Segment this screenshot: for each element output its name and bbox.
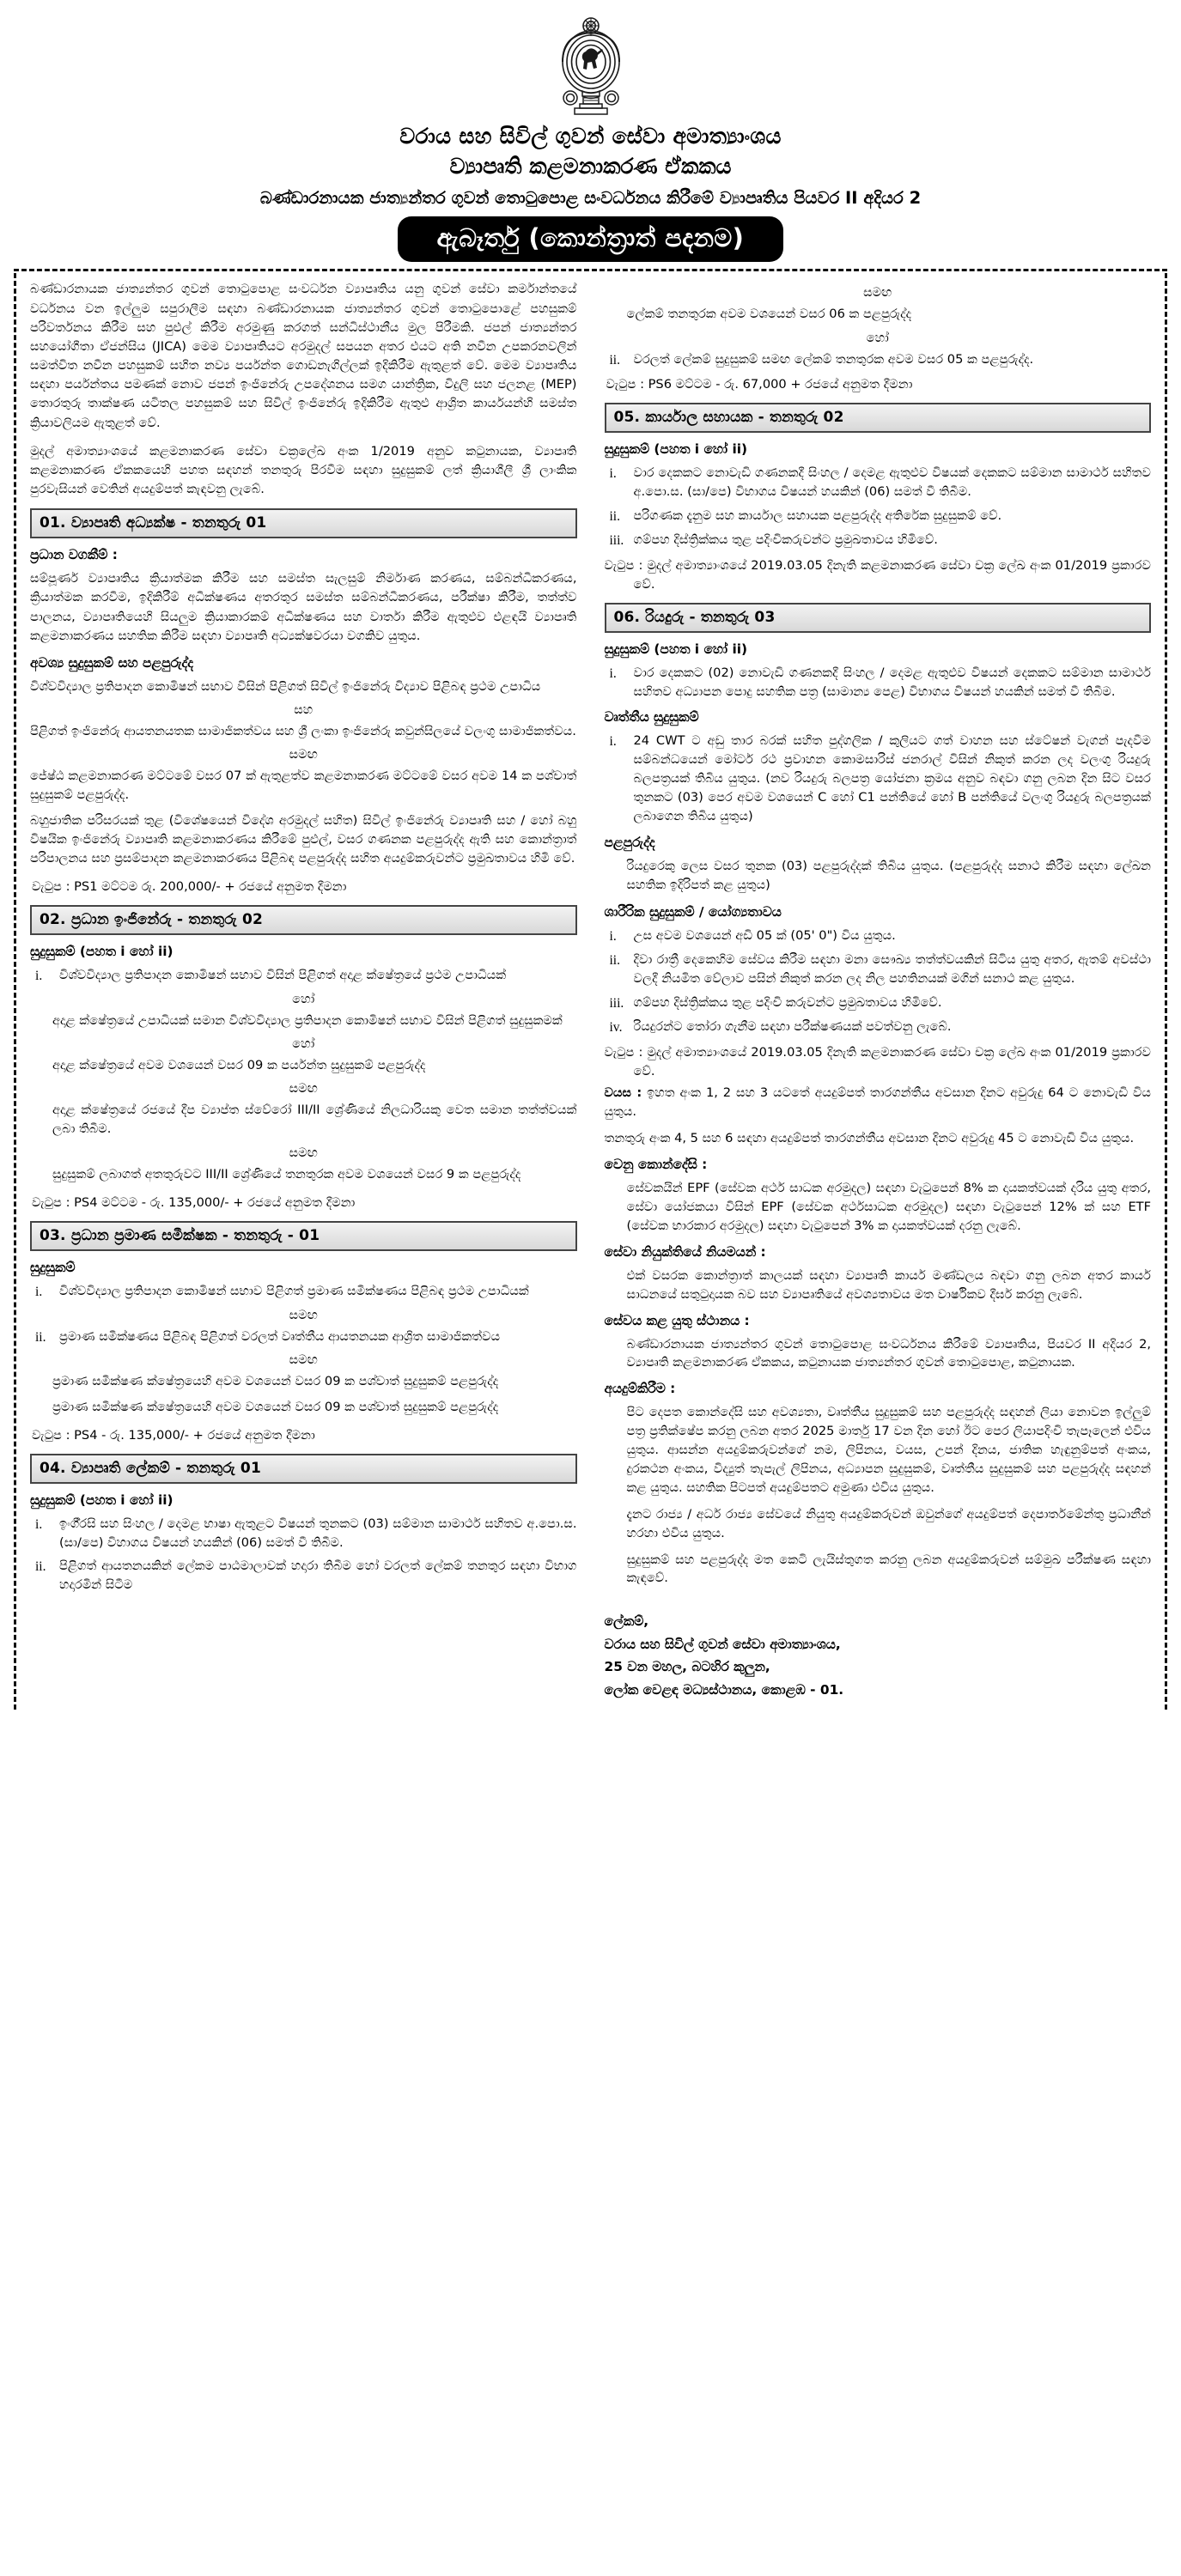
list-item: ප්‍රමාණ සමීක්ෂණය පිළිබඳ පිළිගත් වරලත් වෘත්තීය ආයතනයක ආශ්‍රිත සාමාජිකත්වය (59, 1328, 501, 1344)
intro-paragraph-1: බණ්ඩාරනායක ජාත්‍යන්තර ගුවන් තොටුපොළ සංවර්ධන ව්‍යාපෘතිය යනු ගුවන් සේවා කර්මාන්තයේ වර්ධනය වන ඉල්ලුම සපුරාලීම සඳහා බණ්ඩාරනායක ජාත්‍යන්තර ගුවන් තොටුපොළේ පහසුකම් පරිවර්තනය කිරීම සහ පුළුල් කිරීම අරමුණු කරගත් සන්ධිස්ථානීය මුල පිරීමකි. ජපන් ජාත්‍යන්තර සහයෝගීතා ඒජන්සිය (JICA) මෙම ව්‍යාපෘතියට අරමුදල් සපයන අතර එයට අති නවීන උපකරනවලින් සමත්විත නවීන පහසුකම් සහිත නව්‍ය පර්යන්ත ගොඩනැගිල්ලක් ඉදිකිරීම ඇතුළත් වේ. මෙම ව්‍යාපෘතිය සඳහා පර්යන්තය පමණක් නොව ජපන් ඉංජිනේරු උපදේශනය සමග යාන්ත්‍රික, විදුලි සහ ජලනළ (MEP) තොරතුරු තාක්ෂණ යටිතල පහසුකම් සහ සිවිල් ඉංජිනේරු ඉදිකිරීම ඇතුළු ආශ්‍රිත කාර්යයන්හි සමස්ත ක්‍රියාවලියම ඇතුළත් වේ. (30, 282, 577, 430)
list-item: වාර දෙකකට නොවැඩි ගණනකදී සිංහල / දෙමළ ඇතුළුව විෂයක් දෙකකට සම්මාන සාමාර්ථ සහිතව අ.පො.ස. (සා/පෙ) විභාගය විෂයන් හයකින් (06) සමත් වී තිබීම. (633, 465, 1151, 500)
connector-with-02: සමඟ (289, 1081, 318, 1097)
section-heading-02: 02. ප්‍රධාන ඉංජිනේරු - තනතුරු 02 (30, 905, 577, 935)
qualification-02-final: සුදුසුකම් ලබාගත් අතතුරුවට III/II ශ්‍රේණියේ තනතුරක අවම වශයෙන් වසර 9 ක පළපුරුද්ද (52, 1166, 521, 1182)
professional-label-06: වෘත්තීය සුදුසුකම් (604, 709, 699, 726)
qualification-list-04 (30, 1515, 577, 1595)
experience-label-06: පළපුරුද්ද (604, 834, 655, 850)
connector-or-02-b: හෝ (292, 1036, 315, 1052)
physical-list-06 (605, 927, 1152, 1036)
signatory-address-2: ලෝක වෙළඳ මධ්‍යස්ථානය, කොළඹ - 01. (604, 1681, 844, 1698)
content-frame (14, 269, 1167, 1710)
epf-text: සේවකයින් EPF (සේවක අර්ථ සාධක අරමුදල) සඳහා වැටුපෙන් 8% ක දායකත්වයක් දරිය යුතු අතර, සේවා යෝජකයා විසින් EPF (සේවක අර්ථසාධක අරමුදල) සඳහා වැටුපෙන් 12% ක් සහ ETF (සේවක භාරකාර අරමුදල) සඳහා වැටුපෙන් 3% ක දායකත්වයක් දරනු ලැබේ. (626, 1181, 1151, 1233)
list-item: පරිගණක දැනුම සහ කාර්යාල සහායක පළපුරුද්ද අතිරේක සුදුසුකම් වේ. (633, 508, 1002, 524)
section-heading-04: 04. ව්‍යාපෘති ලේකම් - තනතුරු 01 (30, 1454, 577, 1484)
qualifications-label-03: සුදුසුකම් (30, 1259, 76, 1275)
qualification-03-exp-a: ප්‍රමාණ සමීක්ෂණ ක්ෂේත්‍රයෙහි අවම වශයෙන් වසර 09 ක පශ්චාත් සුදුසුකම් පළපුරුද්ද (52, 1374, 499, 1389)
qualification-02-extra: අදාළ ක්ෂේත්‍රයේ අවම වශයෙන් වසර 09 ක පර්යන්ත සුදුසුකම් පළපුරුද්ද (52, 1058, 426, 1073)
signatory-title: ලේකම්, (604, 1613, 649, 1630)
employment-terms-text: එක් වසරක කොන්ත්‍රාත් කාලයක් සඳහා ව්‍යාපෘති කාර්ය මණ්ඩලය බඳවා ගනු ලබන අතර කාර්ය සාධනයේ සතුටුදායක බව සහ ව්‍යාපෘතියේ අවශ්‍යතාවය මත වාර්ෂිකව දීර්ඝ කරනු ලැබේ. (626, 1267, 1151, 1302)
emblem-container (14, 15, 1167, 120)
how-to-apply-text-1: පිට දෙපත කොන්දේසි සහ අවශ්‍යතා, වෘත්තීය සුදුසුකම් සහ පළපුරුද්ද සඳහන් ලියා නොවන ඉල්ලුම් පත්‍ර ප්‍රතික්ෂේප කරනු ලබන අතර 2025 මාර්තු 17 වන දින හෝ ඊට පෙර ලියාපදිංචි තැපෑලෙන් එවිය යුතුය. ආසන්න අයදුම්කරුවන්ගේ නම, ලිපිනය, වයස, උපන් දිනය, ජාතික හැඳුනුම්පත් අංකය, දුරකථන අංකය, විද්‍යුත් තැපැල් ලිපිනය, අධ්‍යාපන සුදුසුකම්, වෘත්තීය සුදුසුකම් සහ පළපුරුද්ද සඳහන් කළ යුතුය. සහතික පිටපත් අයදුම්පතට අමුණා එවිය යුතුය. (626, 1405, 1151, 1495)
list-item: රියදුරන්ට තෝරා ගැනීම සඳහා පරීක්ෂණයක් පවත්වනු ලැබේ. (633, 1018, 952, 1034)
age-label: වයස : (604, 1085, 642, 1101)
age-requirement-2: තනතුරු අංක 4, 5 සහ 6 සඳහා අයදුම්පත් තාරගන්තීය අවසාන දිනට අවුරුදු 45 ට නොවැඩි විය යුතුය. (604, 1131, 1135, 1146)
workplace-text: බණ්ඩාරනායක ජාත්‍යන්තර ගුවන් තොටුපොළ සංවර්ධනය කිරීමේ ව්‍යාපෘතිය, පියවර II අදියර 2, ව්‍යාපෘති කළමනාකරණ ඒකකය, කටුනායක ජාත්‍යන්තර ගුවන් තොටුපොළ, කටුනායක. (626, 1336, 1151, 1370)
physical-label-06: ශාරීරික සුදුසුකම් / යෝග්‍යතාවය (604, 904, 782, 920)
qualification-list-02 (30, 966, 577, 985)
salary-03: වැටුප : PS4 - රු. 135,000/- + රජයේ අනුමත දීමනා (32, 1427, 315, 1443)
connector-with-03-a: සමඟ (289, 1307, 318, 1322)
signatory-address-1: 25 වන මහල, බටහිර කුලුන, (604, 1659, 770, 1675)
qualification-03-exp-b: ප්‍රමාණ සමීක්ෂණ ක්ෂේත්‍රයෙහි අවම වශයෙන් වසර 09 ක පශ්චාත් සුදුසුකම් පළපුරුද්ද (52, 1399, 499, 1414)
list-item: ගම්පහ දිස්ත්‍රික්කය තුළ පදිංචි කරුවන්ට ප්‍රමුඛතාවය හිමිවේ. (633, 994, 942, 1010)
connector-and-01: සහ (294, 702, 314, 718)
responsibilities-text-01: සම්පූර්ණ ව්‍යාපෘතිය ක්‍රියාත්මක කිරීම සහ සමස්ත සැලසුම් නිර්මාණ කරණය, සම්බන්ධීකරණය, ක්‍රියාත්මක කරවීම, ඉදිකිරීම් අධීක්ෂණය අතරතුර සමස්ත සම්බන්ධීකරණය, පරීක්ෂා කිරීම, තත්ත්ව පාලනය, ව්‍යාපෘතියෙහි සියලුම ක්‍රියාකාරකම් අධීක්ෂණය සහ වාර්තා කිරීම ඇතුළුව එළඳයි ව්‍යාපෘති කළමනාකරණය සහතික කිරීම සඳහා ව්‍යාපෘති අධ්‍යක්ෂවරයා වගකිව යුතුය. (30, 571, 577, 643)
how-to-apply-text-3: සුදුසුකම් සහ පළපුරුද්ද මත කෙටි ලැයිස්තුගත කරනු ලබන අයදුම්කරුවන් සම්මුඛ පරීක්ෂණ සඳහා කැඳවේ. (626, 1552, 1151, 1586)
connector-with-03-b: සමඟ (289, 1352, 318, 1368)
connector-with-04: සමඟ (863, 285, 892, 301)
qualification-02-alt: අදාළ ක්ෂේත්‍රයේ උපාධියක් සමාන විශ්වවිද්‍යාල ප්‍රතිපාදන කොමිෂන් සභාව විසින් පිළිගත් සුදුසුකමක් (52, 1012, 563, 1028)
signature-block (605, 1610, 1152, 1701)
vacancy-banner-container (14, 216, 1167, 262)
salary-04: වැටුප : PS6 මට්ටම - රු. 67,000 + රජයේ අනුමත දීමනා (606, 377, 913, 392)
section-heading-03: 03. ප්‍රධාන ප්‍රමාණ සමීක්ෂක - තනතුරු - 01 (30, 1221, 577, 1251)
connector-with-02-b: සමඟ (289, 1145, 318, 1160)
qualifications-label-04: සුදුසුකම් (පහත i හෝ ii) (30, 1492, 173, 1508)
qualification-01-d: බහුජාතික පරිසරයක් තුළ (විශේෂයෙන් විදේශ අරමුදල් සහිත) සිවිල් ඉංජිනේරු ව්‍යාපෘති සහ / හෝ බහු විෂයික ඉංජිනේරු ව්‍යාපෘති කළමනාකරණය කිරීමේ පුළුල්, වසර ගණනක පළපුරුද්ද ඇති සහ කොන්ත්‍රාත් පරිපාලනය සහ ප්‍රසම්පාදන කළමනාකරණය පිළිබඳ පළපුරුද්ද සහිත අයදුම්කරුවන්ට ප්‍රමුඛතාවය හිමි වේ. (30, 812, 577, 866)
salary-06: වැටුප : මුදල් අමාත්‍යාංශයේ 2019.03.05 දිනැති කළමනාකරණ සේවා චක්‍ර ලේඛ අංක 01/2019 ප්‍රකාරව වේ. (604, 1044, 1151, 1078)
list-item: 24 CWT ට අඩු තාර බරක් සහිත පුද්ගලික / කුලියට ගත් වාහන සහ ස්ටේෂන් වැගන් පැදවීම සම්බන්ධයෙන් මෝටර් රථ ප්‍රවාහන කොමසාරිස් ජනරාල් විසින් නිකුත් කරන ලද වලංගු රියදුරු බලපත්‍රයක් තිබිය යුතුය. (නව රියදුරු බලපත්‍ර යෝජනා ක්‍රමය අනුව බඳවා ගනු ලබන දින සිට වසර තුනකට (03) පෙර අවම වශයෙන් C හෝ C1 පන්තියේ හෝ B පන්තියේ වලංගු රියදුරු බලපත්‍රයක් ලබාගෙන තිබිය යුතුය) (633, 733, 1151, 823)
salary-02: වැටුප : PS4 මට්ටම - රු. 135,000/- + රජයේ අනුමත දීමනා (32, 1194, 356, 1210)
qualification-01-a: විශ්වවිද්‍යාල ප්‍රතිපාදන කොමිෂන් සභාව විසින් පිළිගත් සිවිල් ඉංජිනේරු විද්‍යාව පිළිබඳ ප්‍රථම උපාධිය (30, 678, 541, 694)
how-to-apply-label: අයදුම්කිරීම : (604, 1381, 676, 1397)
qualification-04-exp: ලේකම් තනතුරක අවම වශයෙන් වසර 06 ක පළපුරුද්ද (626, 307, 912, 322)
connector-or-02-a: හෝ (292, 991, 315, 1006)
unit-title: ව්‍යාපෘති කළමනාකරණ ඒකකය (449, 154, 732, 179)
list-item: ගම්පහ දිස්ත්‍රික්කය තුළ පදිංචිකරුවන්ට ප්‍රමුඛතාවය හිමිවේ. (633, 532, 938, 547)
list-item: දිවා රාත්‍රී දෙකෙහිම සේවය කිරීම සඳහා මනා සෞඛ්‍ය තත්ත්වයකින් සිටිය යුතු අතර, ඇතම් අවස්ථා වලදී නියමිත වේලාව පසින් නිකුත් කරන ලද නිල පහතිනයක් මගින් සනාථ කළ යුතුය. (633, 952, 1151, 986)
employment-terms-label: සේවා නියුක්තියේ නියමයන් : (604, 1243, 766, 1260)
qualification-02-exp: අදාළ ක්ෂේත්‍රයේ රජයේ දීප ව්‍යාප්ත ස්වේරෝ III/II ශ්‍රේණියේ නිලධාරියකු වෙත සමාන තත්ත්වයක් ලබා තිබීම. (52, 1103, 577, 1137)
salary-05: වැටුප : මුදල් අමාත්‍යාංශයේ 2019.03.05 දිනැති කළමනාකරණ සේවා චක්‍ර ලේඛ අංක 01/2019 ප්‍රකාරව වේ. (604, 557, 1151, 592)
qualification-01-b: පිළිගත් ඉංජිනේරු ආයතනයතක සාමාජිකත්වය සහ ශ්‍රී ලංකා ඉංජිනේරු කවුන්සිලයේ වලංගු සාමාජිකත්වය. (30, 724, 576, 739)
national-emblem-icon (545, 15, 637, 117)
signatory-ministry: වරාය සහ සිවිල් ගුවන් සේවා අමාත්‍යාංශය, (604, 1636, 841, 1652)
qualification-list-03-b (30, 1327, 577, 1346)
ministry-title: වරාය සහ සිවිල් ගුවන් සේවා අමාත්‍යාංශය (399, 124, 782, 149)
connector-or-04: හෝ (866, 330, 889, 345)
professional-list-06 (605, 732, 1152, 825)
two-column-layout (14, 273, 1167, 1710)
qualifications-label-06: සුදුසුකම් (පහත i හෝ ii) (604, 641, 748, 657)
list-item: විශ්වවිද්‍යාල ප්‍රතිපාදන කොමිෂන් සභාව විසින් පිළිගත් අදාළ ක්ෂේත්‍රයේ ප්‍රථම උපාධියක් (59, 968, 507, 983)
qualification-01-c: ජේෂ්ඨ කළමනාකරණ මට්ටමේ වසර 07 ක් ඇතුළත්ව කළමනාකරණ මට්ටමේ වසර අවම 14 ක පශ්චාත් සුදුසුකම් පළපුරුද්ද. (30, 769, 577, 803)
responsibilities-label-01: ප්‍රධාන වගකීම් : (30, 547, 118, 563)
section-heading-01: 01. ව්‍යාපෘති අධ්‍යක්ෂ - තනතුරු 01 (30, 508, 577, 538)
list-item: පිළිගත් ආයතනයකින් ලේකම පාඨමාලාවක් හදාරා තිබීම හෝ වරලත් ලේකම් තනතුර සඳහා විභාග හදාරමින් සිටීම (59, 1558, 577, 1593)
list-item: උස අවම වශයෙන් අඩි 05 ක් (05' 0") විය යුතුය. (633, 928, 896, 944)
age-text-1: ඉහත අංක 1, 2 සහ 3 යටතේ අයදුම්පත් තාරගන්තීය අවසාන දිනට අවුරුදු 64 ට නොවැඩි විය යුතුය. (604, 1085, 1151, 1120)
qualification-list-03 (30, 1282, 577, 1301)
list-item: ඉංගී්‍රසි සහ සිංහල / දෙමළ භාෂා ඇතුළට විෂයන් තුනකට (03) සම්මාන සාමාර්ථ සහිතව අ.පො.ස. (සා/පෙ) විහාගය විෂයන් හයකින් (06) සමත් වී තිබීම. (59, 1516, 577, 1550)
workplace-label: සේවය කළ යුතු ස්ථානය : (604, 1312, 750, 1328)
experience-text-06: රියදුරෙකු ලෙස වසර තුනක (03) පළපුරුද්දක් තිබිය යුතුය. (පළපුරුද්ද සනාථ කිරීම සඳහා ලේඛන සහතික ඉදිරිපත් කළ යුතුය) (626, 858, 1151, 893)
qualification-list-04-b (605, 350, 1152, 369)
qualifications-label-05: සුදුසුකම් (පහත i හෝ ii) (604, 441, 748, 458)
salary-01: වැටුප : PS1 මට්ටම රු. 200,000/- + රජයේ අනුමත දීමනා (32, 879, 347, 895)
list-item: විශ්වවිද්‍යාල ප්‍රතිපාදන කොමිෂන් සභාව පිළිගත් ප්‍රමාණ සමීක්ෂණය පිළිබඳ ප්‍රථම උපාධියක් (59, 1283, 529, 1298)
section-heading-05: 05. කාර්යාල සහායක - තනතුරු 02 (605, 403, 1152, 433)
list-item: වාර දෙකකට (02) නොවැඩි ගණනකදී සිංහල / දෙමළ ඇතුළුව විෂයන් දෙකකට සම්මාන සාමාර්ථ සහිතව අධ්‍යාපන පොදු සහතික පත්‍ර (සාමාන්‍ය පෙළ) විභාගය විෂයන් හයකින් සමත් වී තිබීම. (633, 665, 1151, 699)
qualification-list-05 (605, 464, 1152, 550)
section-heading-06: 06. රියදුරු - තනතුරු 03 (605, 603, 1152, 633)
how-to-apply-text-2: දැනට රාජ්‍ය / අර්ධ රාජ්‍ය සේවයේ නියුතු අයදුම්කරුවන් ඔවුන්ගේ අයදුම්පත් දෙපාර්තමේන්තු ප්‍රධානීන් හරහා එවිය යුතුය. (626, 1506, 1151, 1540)
age-requirement-1 (605, 1084, 1152, 1121)
qualifications-label-01: අවශ්‍ය සුදුසුකම් සහ පළපුරුද්ද (30, 654, 194, 671)
right-column (591, 273, 1168, 1710)
qualifications-label-02: සුදුසුකම් (පහත i හෝ ii) (30, 944, 173, 960)
intro-paragraph-2: මුදල් අමාත්‍යාංශයේ කළමනාකරණ සේවා චක්‍රලේඛ අංක 1/2019 අනුව කටුනායක, ව්‍යාපෘති කළමනාකරණ ඒකකයෙහි පහත සඳහන් තනතුරු පිරවීම සඳහා සුදුසුකම් ලත් ක්‍රියාශීලී ශ්‍රී ලාංකික පුරවැසියන් වෙතින් අයදුම්පත් කැඳවනු ලැබේ. (30, 443, 577, 497)
connector-with-01: සමඟ (289, 747, 318, 762)
epf-label: වෙනු කොන්දේසි : (604, 1157, 708, 1173)
document-header (14, 122, 1167, 209)
left-column (14, 273, 591, 1710)
vacancy-banner: ඇබෑර්තු (කොන්ත්‍රාත් පදනම) (398, 216, 784, 262)
list-item: වරලත් ලේකම් සුදුසුකම් සමඟ ලේකම් තනතුරක අවම වසර 05 ක පළපුරුද්ද. (633, 351, 1034, 367)
qualification-list-06 (605, 664, 1152, 702)
project-title: බණ්ඩාරනායක ජාත්‍යන්තර ගුවන් තොටුපොළ සංවර්ධනය කිරීමේ ව්‍යාපෘතිය පියවර II අදියර 2 (259, 187, 922, 208)
